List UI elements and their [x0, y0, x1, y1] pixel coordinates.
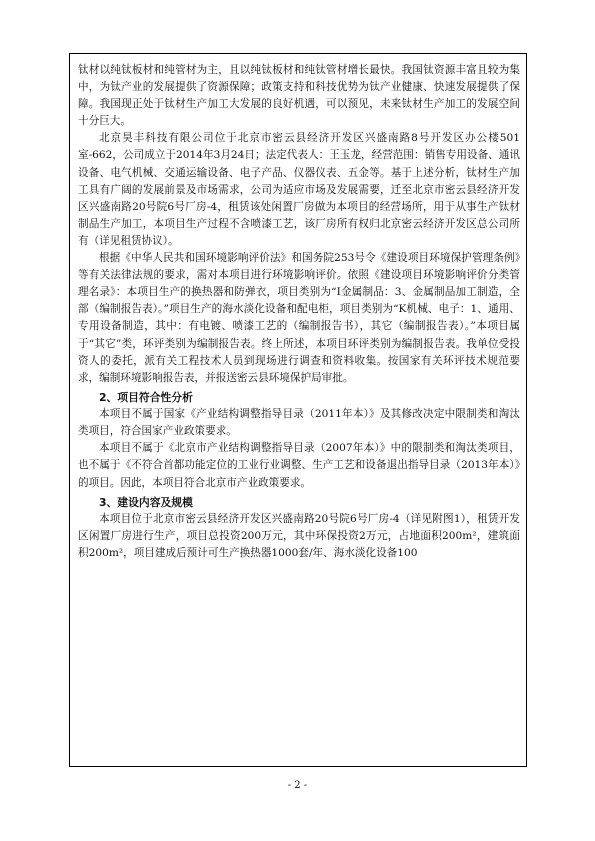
paragraph-beijing-policy: 本项目不属于《北京市产业结构调整指导目录（2007年本）》中的限制类和淘汰类项目，也不属于《不符合首都功能定位的工业行业调整、生产工艺和设备退出指导目录（2013年本）》的项目。因此，本项目符合北京市产业政策要求。 — [78, 442, 520, 489]
paragraph-company-profile: 北京昊丰科技有限公司位于北京市密云县经济开发区兴盛南路8号开发区办公楼501室-662，公司成立于2014年3月24日；法定代表人：王玉龙，经营范围：销售专用设备、通讯设备、电气机械、交通运输设备、电子产品、仪器仪表、五金等。基于上述分析，钛材生产加工具有广阔的发展前景及市场需求，公司为适应市场及发展需要，迁至北京市密云县经济开发区兴盛南路20号院6号厂房-4，租赁该处闲置厂房做为本项目的经营场所，用于从事生产钛材制品生产加工，本项目生产过程不含喷漆工艺，该厂房所有权归北京密云经济开发区总公司所有（详见租赁协议）。 — [78, 132, 520, 247]
section-heading-compliance: 2、项目符合性分析 — [99, 390, 193, 404]
section-heading-construction: 3、建设内容及规模 — [99, 495, 193, 509]
paragraph-eia-basis: 根据《中华人民共和国环境影响评价法》和国务院253号令《建设项目环境保护管理条例》等有关法律法规的要求，需对本项目进行环境影响评价。依照《建设项目环境影响评价分类管理名录》：本项目生产的换热器和防弹衣，项目类别为“I金属制品：3、金属制品加工制造，全部（编制报告表）。”项目生产的海水淡化设备和配电柜，项目类别为“K机械、电子：1、通用、专用设备制造，其中：有电镀、喷漆工艺的（编制报告书），其它（编制报告表）。”本项目属于“其它”类，环评类别为编制报告表。终上所述，本项目环评类别为编制报告表。我单位受投资人的委托，派有关工程技术人员到现场进行调查和资料收集。按国家有关环评技术规范要求，编制环境影响报告表，并报送密云县环境保护局审批。 — [78, 252, 520, 384]
page-number: - 2 - — [287, 780, 308, 791]
document-body — [78, 62, 520, 562]
paragraph-project-scale: 本项目位于北京市密云县经济开发区兴盛南路20号院6号厂房-4（详见附图1），租赁开发区闲置厂房进行生产，项目总投资200万元，其中环保投资2万元，占地面积200m²，建筑面积200m²，项目建成后预计可生产换热器1000套/年、海水淡化设备100 — [78, 513, 520, 560]
paragraph-national-policy: 本项目不属于国家《产业结构调整指导目录（2011年本）》及其修改决定中限制类和淘汰类项目，符合国家产业政策要求。 — [78, 408, 520, 438]
paragraph-titanium-market: 钛材以纯钛板材和纯管材为主，且以纯钛板材和纯钛管材增长最快。我国钛资源丰富且较为集中，为钛产业的发展提供了资源保障；政策支持和科技优势为钛产业健康、快速发展提供了保障。我国现正处于钛材生产加工大发展的良好机遇，可以预见，未来钛材生产加工的发展空间十分巨大。 — [78, 64, 520, 128]
